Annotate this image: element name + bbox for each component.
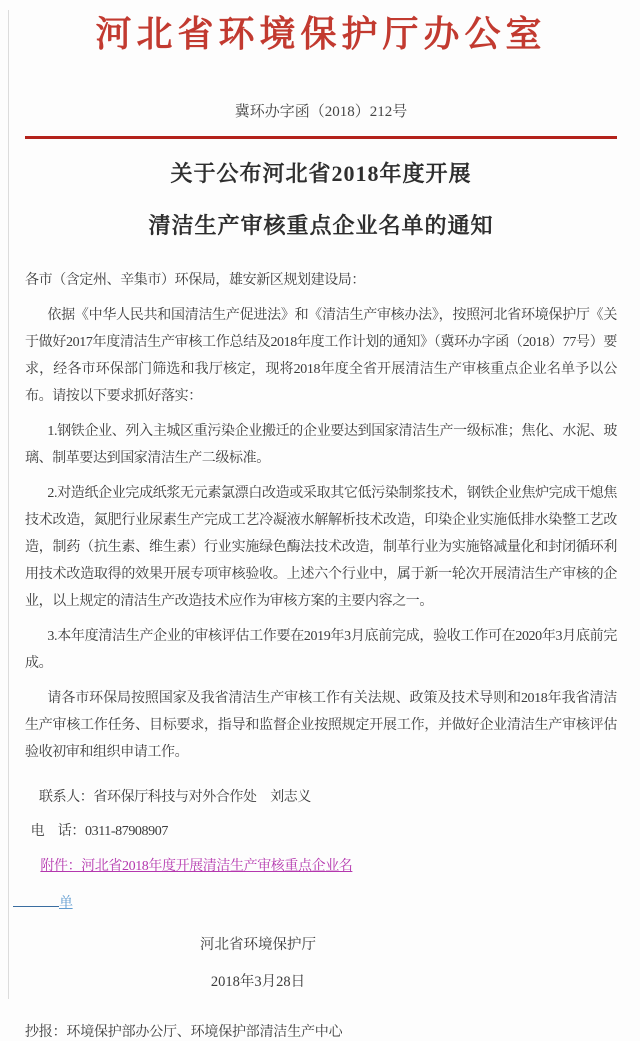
attachment-link-continuation-row [13,890,617,917]
red-divider-rule [25,136,617,139]
document-title-line2: 清洁生产审核重点企业名单的通知 [148,213,494,238]
cc-recipients-line: 抄报：环境保护部办公厅、环境保护部清洁生产中心 [25,1025,343,1040]
attachment-underline-lead [13,892,59,907]
attachment-link-row [25,853,617,880]
body-paragraph-point-3: 3.本年度清洁生产企业的审核评估工作要在2019年3月底前完成，验收工作可在2020年3月底前完成。 [25,629,617,671]
scan-page-edge-line [8,10,9,999]
attachment-link-continuation[interactable]: 单 [59,896,73,911]
document-reference-number: 冀环办字函（2018）212号 [234,104,408,120]
body-paragraph-point-2: 2.对造纸企业完成纸浆无元素氯漂白改造或采取其它低污染制浆技术，钢铁企业焦炉完成干熄焦技术改造，氮肥行业尿素生产完成工艺冷凝液水解解析技术改造，印染企业实施低排水染整工艺改造，制药（抗生素、维生素）行业实施绿色酶法技术改造，制革行业为实施铬减量化和封闭循环利用技术改造取得的效果开展专项审核验收。上述六个行业中，属于新一轮次开展清洁生产审核的企业，以上规定的清洁生产改造技术应作为审核方案的主要内容之一。 [25,486,617,609]
signature-date: 2018年3月28日 [210,974,306,990]
body-paragraph-requirements: 请各市环保局按照国家及我省清洁生产审核工作有关法规、政策及技术导则和2018年我省清洁生产审核工作任务、目标要求，指导和监督企业按照规定开展工作，并做好企业清洁生产审核评估验收初审和组织申请工作。 [25,691,617,760]
document-page [0,10,640,1041]
attachment-block [25,853,617,917]
salutation-line: 各市（含定州、辛集市）环保局，雄安新区规划建设局： [25,273,365,288]
signature-org-name: 河北省环境保护厅 [200,937,316,953]
contact-phone-line: 电 话：0311-87908907 [30,824,168,839]
issuing-org-header: 河北省环境保护厅办公室 [95,14,547,54]
document-title-line1: 关于公布河北省2018年度开展 [170,161,472,186]
attachment-link[interactable]: 附件：河北省2018年度开展清洁生产审核重点企业名 [40,859,353,874]
contact-block [25,784,617,845]
body-paragraph-point-1: 1.钢铁企业、列入主城区重污染企业搬迁的企业要达到国家清洁生产一级标准；焦化、水泥、玻璃、制革要达到国家清洁生产二级标准。 [25,424,617,466]
body-paragraph-basis: 依据《中华人民共和国清洁生产促进法》和《清洁生产审核办法》，按照河北省环境保护厅《关于做好2017年度清洁生产审核工作总结及2018年度工作计划的通知》（冀环办字函（2018）77号）要求，经各市环保部门筛选和我厅核定，现将2018年度全省开展清洁生产审核重点企业名单予以公布。请按以下要求抓好落实： [25,308,617,404]
signature-block [25,933,617,991]
contact-person-line: 联系人：省环保厅科技与对外合作处 刘志义 [39,790,311,805]
